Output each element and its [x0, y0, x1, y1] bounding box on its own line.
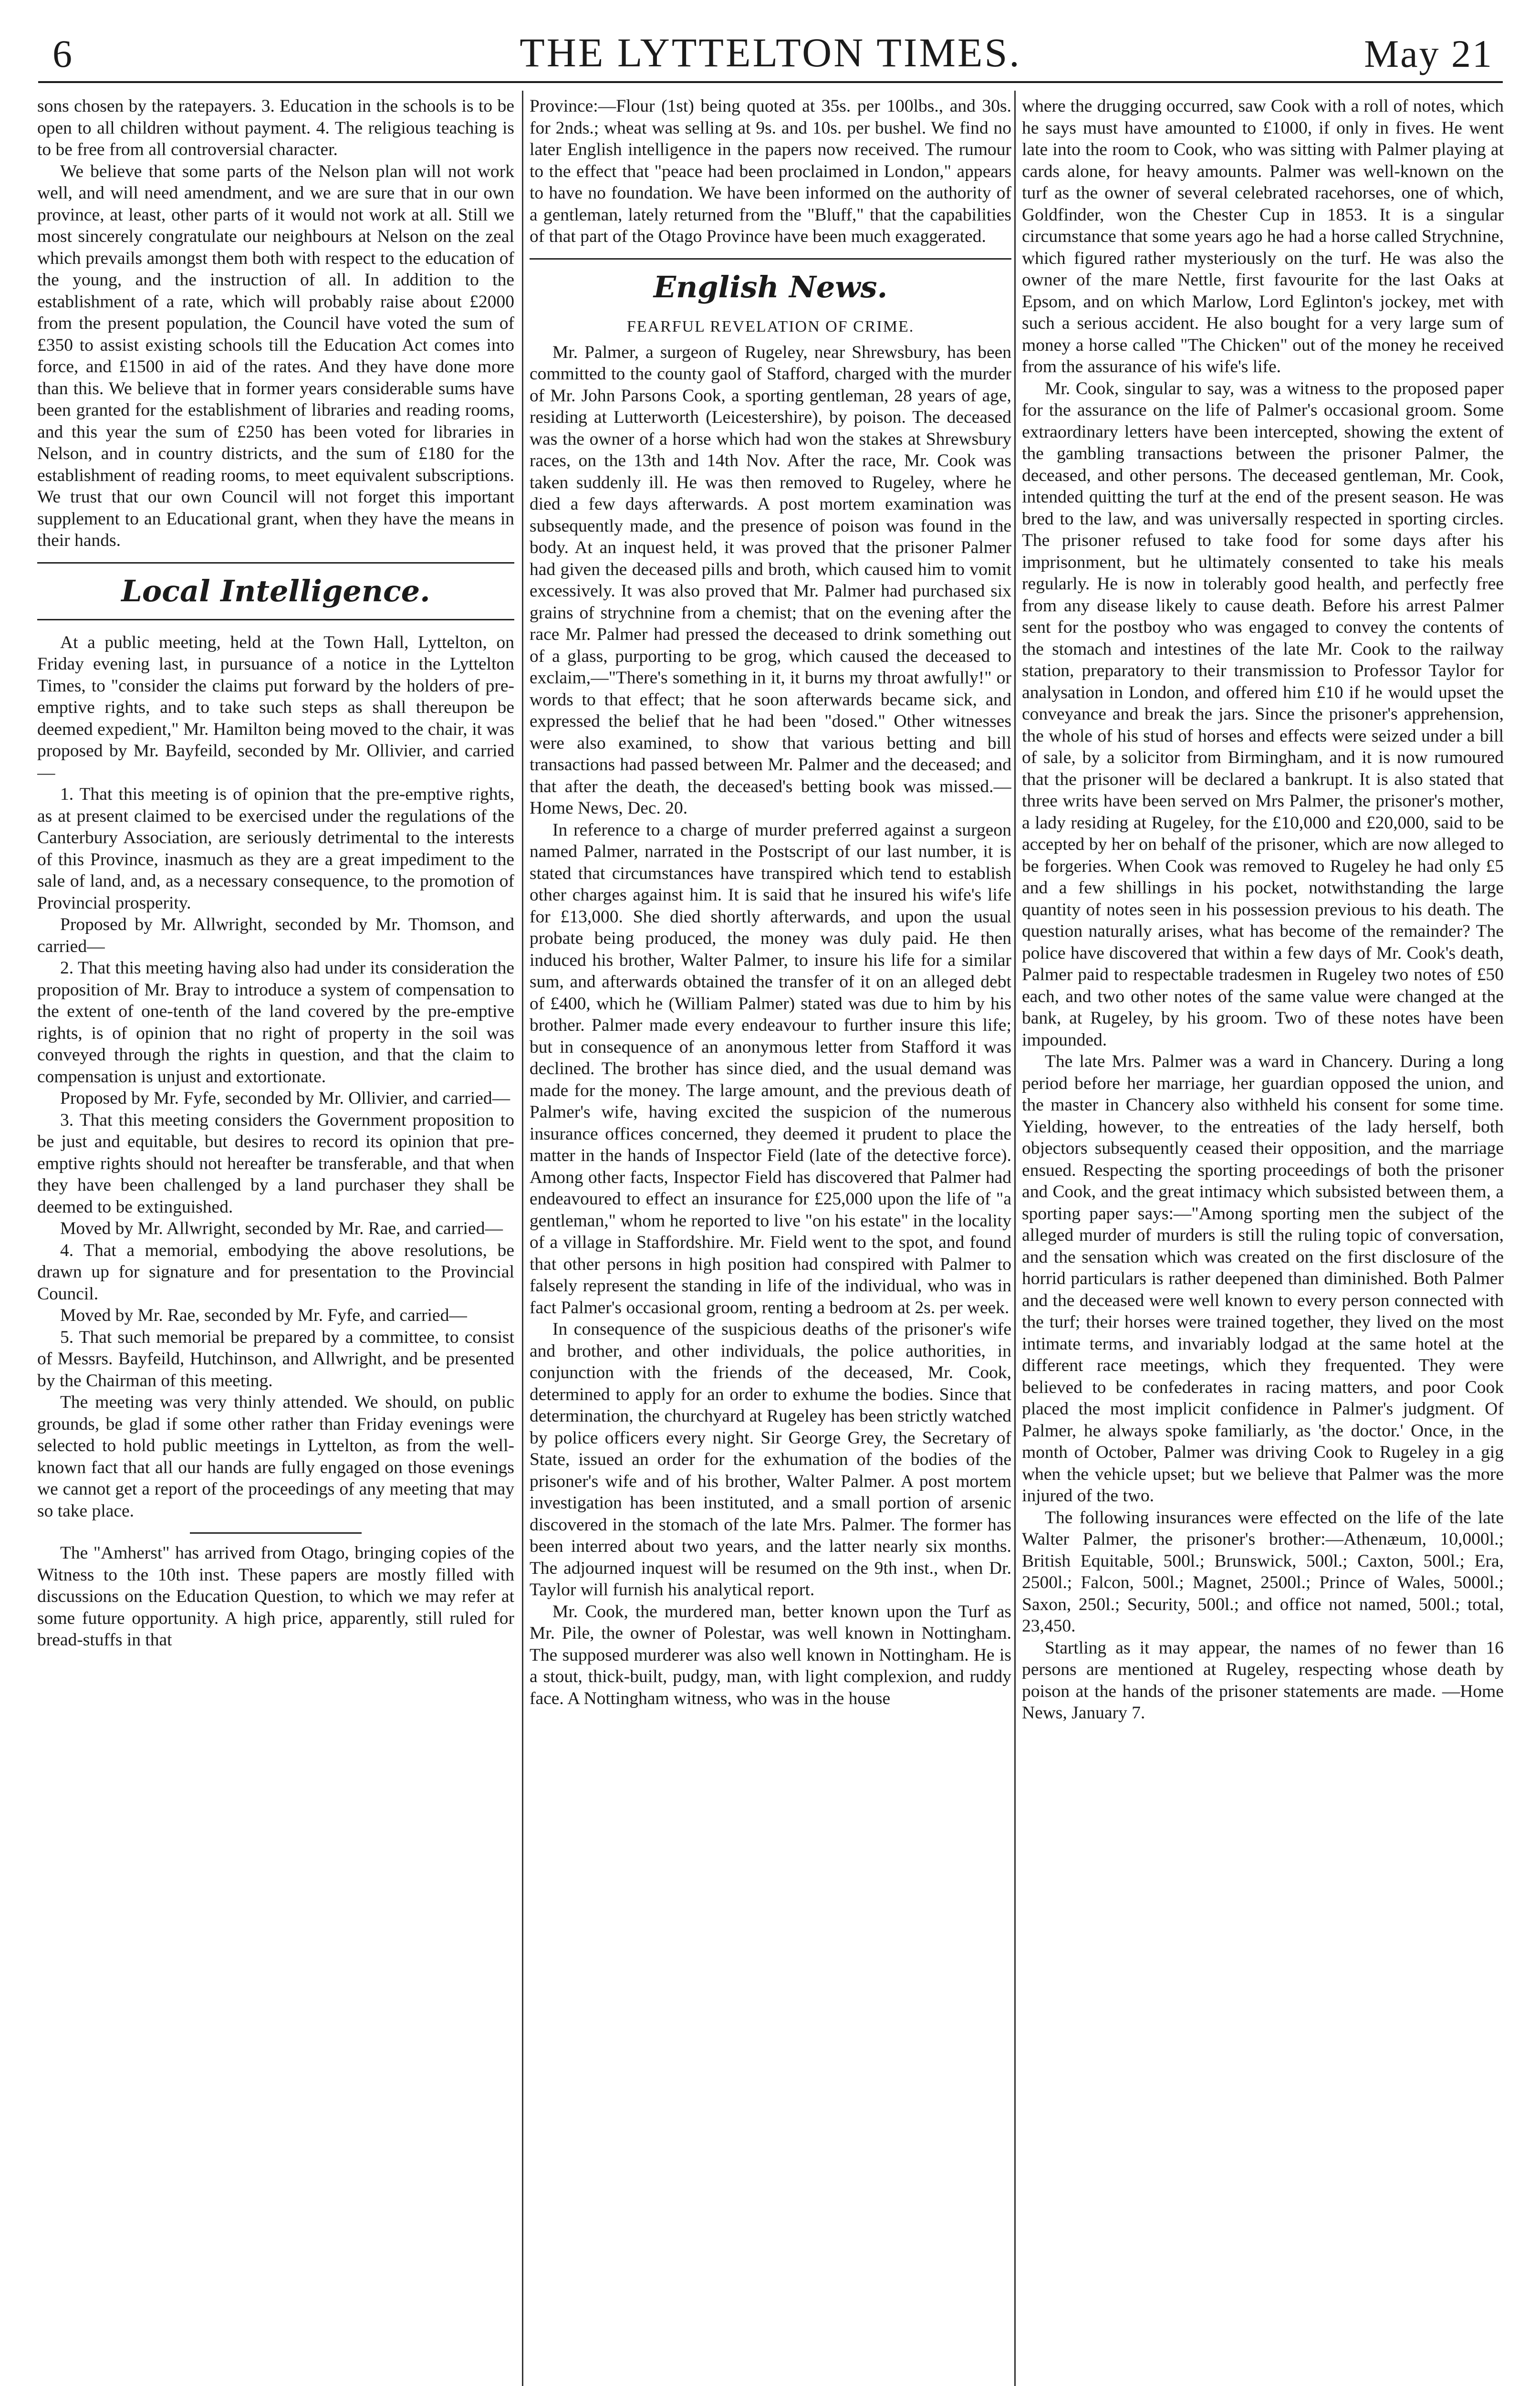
paragraph: In reference to a charge of murder preferred against a surgeon named Palmer, narrated in the Postscript of our last number, it is stated that circumstances have transpired which tend to establish other charges against him. It is said that he insured his wife's life for £13,000. She died shortly afterwards, and upon the usual probate being produced, the money was duly paid. He then induced his brother, Walter Palmer, to insure his life for a similar sum, and afterwards obtained the transfer of it on an alleged debt of £400, which he (William Palmer) stated was due to him by his brother. Palmer made every endeavour to further insure this life; but in consequence of an anonymous letter from Stafford it was declined. The brother has since died, and the usual demand was made for the money. The large amount, and the previous death of Palmer's wife, having excited the suspicion of the numerous insurance offices concerned, they deemed it prudent to place the matter in the hands of Inspector Field (late of the detective force). Among other facts, Inspector Field has discovered that Palmer had endeavoured to effect an insurance for £25,000 upon the life of "a gentleman," whom he reported to live "on his estate" in the locality of a village in Staffordshire. Mr. Field went to the spot, and found that other persons in high position had conspired with Palmer to falsely represent the standing in life of the individual, who was in fact Palmer's occasional groom, renting a bedroom at 2s. per week. — [530, 820, 1011, 1318]
resolution: 5. That such memorial be prepared by a committee, to consist of Messrs. Bayfeild, Hutchinson, and Allwright, and be presented by the Chairman of this meeting. — [37, 1327, 514, 1391]
motion: Proposed by Mr. Fyfe, seconded by Mr. Ollivier, and carried— — [60, 1088, 510, 1108]
column-1 — [37, 95, 514, 2386]
separator — [190, 1532, 362, 1534]
paragraph: Startling as it may appear, the names of no fewer than 16 persons are mentioned at Rugeley, respecting whose death by poison at the hands of the prisoner statements are made. —Home News, January 7. — [1022, 1638, 1504, 1723]
motion: Moved by Mr. Rae, seconded by Mr. Fyfe, and carried— — [60, 1306, 467, 1325]
paragraph: The meeting was very thinly attended. We should, on public grounds, be glad if some other rather than Friday evenings were selected to hold public meetings in Lyttelton, as from the well-known fact that all our hands are fully engaged on those evenings we cannot get a report of the proceedings of any meeting that may so take place. — [37, 1392, 514, 1521]
column-3 — [1022, 95, 1504, 2386]
paragraph: Mr. Cook, the murdered man, better known upon the Turf as Mr. Pile, the owner of Polestar, was well known in Nottingham. The supposed murderer was also well known in Nottingham. He is a stout, thick-built, pudgy, man, with light complexion, and ruddy face. A Nottingham witness, who was in the house — [530, 1601, 1011, 1708]
page-number: 6 — [52, 32, 72, 75]
article-subhead: FEARFUL REVELATION OF CRIME. — [626, 317, 915, 335]
paragraph: In consequence of the suspicious deaths of the prisoner's wife and brother, and other individuals, the police authorities, in conjunction with the friends of the deceased, Mr. Cook, determined to apply for an order to exhume the bodies. Since that determination, the churchyard at Rugeley has been strictly watched by police officers every night. Sir George Grey, the Secretary of State, issued an order for the exhumation of the bodies of the prisoner's wife and of his brother, Walter Palmer. A post mortem investigation has been instituted, and a small portion of arsenic discovered in the stomach of the late Mrs. Palmer. The former has been interred about two years, and the latter nearly six months. The adjourned inquest will be resumed on the 9th inst., when Dr. Taylor will furnish his analytical report. — [530, 1319, 1011, 1600]
paragraph: The late Mrs. Palmer was a ward in Chancery. During a long period before her marriage, her guardian opposed the union, and the master in Chancery also withheld his consent for some time. Yielding, however, to the entreaties of the lady herself, both objectors subsequently ceased their opposition, and the marriage ensued. Respecting the sporting proceedings of both the prisoner and Cook, and the great intimacy which subsisted between them, a sporting paper says:—"Among sporting men the subject of the alleged murder of murders is still the ruling topic of conversation, and the sensation which was created on the first disclosure of the horrid particulars is rather deepened than diminished. Both Palmer and the deceased were well known to every person connected with the turf; their horses were trained together, they lived on the most intimate terms, and invariably lodgad at the same hotel at the different race meetings, which they frequented. They were believed to be confederates in racing matters, and poor Cook placed the most implicit confidence in Palmer's judgment. Of Palmer, he always spoke familiarly, as 'the doctor.' Once, in the month of October, Palmer was driving Cook to Rugeley in a gig when the vehicle upset; but we believe that Palmer was the more injured of the two. — [1022, 1052, 1504, 1506]
issue-date: May 21 — [1364, 32, 1493, 75]
motion: Proposed by Mr. Allwright, seconded by Mr. Thomson, and carried— — [37, 915, 514, 956]
section-heading: Local Intelligence. — [121, 573, 430, 608]
column-2 — [530, 95, 1011, 2386]
resolution: 2. That this meeting having also had under its consideration the proposition of Mr. Bray to introduce a system of compensation to the extent of one-tenth of the land covered by the pre-emptive rights, is of opinion that no right of property in the soil was conveyed through the rights in question, and that the claim to compensation is unjust and extortionate. — [37, 958, 514, 1087]
newspaper-title: THE LYTTELTON TIMES. — [520, 30, 1021, 75]
section-rule — [530, 258, 1011, 260]
resolution: 3. That this meeting considers the Government proposition to be just and equitable, but desires to record its opinion that pre-emptive rights should not hereafter be transferable, and that when they have been challenged by a land purchaser they shall be deemed to be extinguished. — [37, 1110, 514, 1217]
column-rule — [1014, 91, 1016, 2386]
section-rule — [37, 562, 514, 564]
paragraph: We believe that some parts of the Nelson plan will not work well, and will need amendment, and we are sure that in our own province, at least, other parts of it would not work at all. Still we most sincerely congratulate our neighbours at Nelson on the zeal which prevails amongst them both with respect to the education of the young, and the instruction of all. In addition to the establishment of a rate, which will probably raise about £2000 from the present population, the Council have voted the sum of £350 to assist existing schools till the Education Act comes into force, and £1500 in aid of the rates. And they have done more than this. We believe that in former years considerable sums have been granted for the establishment of libraries and reading rooms, and this year the sum of £250 has been voted for libraries in Nelson, and in country districts, and the sum of £180 for the establishment of reading rooms, to meet equivalent subscriptions. We trust that our own Council will not forget this important supplement to an Educational grant, when they have the means in their hands. — [37, 161, 514, 550]
motion: Moved by Mr. Allwright, seconded by Mr. Rae, and carried— — [60, 1219, 503, 1238]
paragraph: Province:—Flour (1st) being quoted at 35s. per 100lbs., and 30s. for 2nds.; wheat was selling at 9s. and 10s. per bushel. We find no later English intelligence in the papers now received. The rumour to the effect that "peace had been proclaimed in London," appears to have no foundation. We have been informed on the authority of a gentleman, lately returned from the "Bluff," that the capabilities of that part of the Otago Province have been much exaggerated. — [530, 96, 1011, 246]
paragraph: The "Amherst" has arrived from Otago, bringing copies of the Witness to the 10th inst. These papers are mostly filled with discussions on the Education Question, to which we may refer at some future opportunity. A high price, apparently, still ruled for bread-stuffs in that — [37, 1543, 514, 1650]
resolution: 4. That a memorial, embodying the above resolutions, be drawn up for signature and for presentation to the Provincial Council. — [37, 1240, 514, 1304]
paragraph: sons chosen by the ratepayers. 3. Education in the schools is to be open to all children without payment. 4. The religious teaching is to be free from all controversial character. — [37, 96, 514, 159]
paragraph: The following insurances were effected on the life of the late Walter Palmer, the prisoner's brother:—Athenæum, 10,000l.; British Equitable, 500l.; Brunswick, 500l.; Caxton, 500l.; Era, 2500l.; Falcon, 500l.; Magnet, 2500l.; Prince of Wales, 5000l.; Saxon, 250l.; Security, 500l.; and office not named, 500l.; total, 23,450. — [1022, 1507, 1504, 1636]
masthead — [38, 29, 1503, 83]
paragraph: where the drugging occurred, saw Cook with a roll of notes, which he says must have amounted to £1000, if only in fives. He went late into the room to Cook, who was sitting with Palmer playing at cards alone, for heavy amounts. Palmer was well-known on the turf as the owner of several celebrated racehorses, one of which, Goldfinder, won the Chester Cup in 1853. It is a singular circumstance that some years ago he had a horse called Strychnine, which figured rather mysteriously on the turf. He was also the owner of the mare Nettle, first favourite for the last Oaks at Epsom, and on which Marlow, Lord Eglinton's jockey, met with such a serious accident. He also bought for a very large sum of money a horse called "The Chicken" out of the money he received from the assurance of his wife's life. — [1022, 96, 1504, 377]
paragraph: Mr. Cook, singular to say, was a witness to the proposed paper for the assurance on the life of Palmer's occasional groom. Some extraordinary letters have been intercepted, showing the extent of the gambling transactions between the prisoner Palmer, the deceased, and other persons. The deceased gentleman, Mr. Cook, intended quitting the turf at the end of the present season. He was bred to the law, and was universally respected in sporting circles. The prisoner refused to take food for some days after his imprisonment, but he ultimately consented to take his meals regularly. He is now in tolerably good health, and perfectly free from any disease likely to cause death. Before his arrest Palmer sent for the postboy who was engaged to convey the contents of the stomach and intestines of the late Mr. Cook to the railway station, preparatory to their transmission to Professor Taylor for analysation in London, and offered him £10 if he would upset the conveyance and break the jars. Since the prisoner's apprehension, the whole of his stud of horses and effects were seized under a bill of sale, by a solicitor from Birmingham, and it is now rumoured that the prisoner will be declared a bankrupt. It is also stated that three writs have been served on Mrs Palmer, the prisoner's mother, a lady residing at Rugeley, for the £10,000 and £20,000, said to be accepted by her on behalf of the prisoner, which are now alleged to be forgeries. When Cook was removed to Rugeley he had only £5 and a few shillings in his pocket, notwithstanding the large quantity of notes seen in his possession previous to his death. The question naturally arises, what has become of the remainder? The police have discovered that within a few days of Mr. Cook's death, Palmer paid to respectable tradesmen in Rugeley two notes of £50 each, and two other notes of the same value were changed at the bank, at Rugeley, by his groom. Two of these notes have been impounded. — [1022, 378, 1504, 1050]
paragraph: Mr. Palmer, a surgeon of Rugeley, near Shrewsbury, has been committed to the county gaol of Stafford, charged with the murder of Mr. John Parsons Cook, a sporting gentleman, 28 years of age, residing at Lutterworth (Leicestershire), by poison. The deceased was the owner of a horse which had won the stakes at Shrewsbury races, on the 13th and 14th Nov. After the race, Mr. Cook was taken suddenly ill. He was then removed to Rugeley, where he died a few days afterwards. A post mortem examination was subsequently made, and the presence of poison was found in the body. At an inquest held, it was proved that the prisoner Palmer had given the deceased pills and broth, which caused him to vomit excessively. It was also proved that Mr. Palmer had purchased six grains of strychnine from a chemist; that on the evening after the race Mr. Palmer had pressed the deceased to drink something out of a glass, purporting to be grog, which caused the deceased to exclaim,—"There's something in it, it burns my throat awfully!" or words to that effect; that he soon afterwards became sick, and expressed the belief that he had been "dosed." Other witnesses were also examined, to show that various betting and bill transactions had passed between Mr. Palmer and the deceased; and that after the death, the deceased's betting book was missed.—Home News, Dec. 20. — [530, 342, 1011, 818]
paragraph: At a public meeting, held at the Town Hall, Lyttelton, on Friday evening last, in pursuance of a notice in the Lyttelton Times, to "consider the claims put forward by the holders of pre-emptive rights, and to take such steps as shall thereupon be deemed expedient," Mr. Hamilton being moved to the chair, it was proposed by Mr. Bayfeild, seconded by Mr. Ollivier, and carried— — [37, 632, 514, 783]
section-heading: English News. — [653, 269, 888, 304]
column-rule — [522, 91, 523, 2386]
section-rule — [37, 619, 514, 620]
resolution: 1. That this meeting is of opinion that the pre-emptive rights, as at present claimed to be exercised under the regulations of the Canterbury Association, are seriously detrimental to the interests of this Province, inasmuch as they are a great impediment to the sale of land, and, as a necessary consequence, to the promotion of Provincial prosperity. — [37, 785, 514, 913]
